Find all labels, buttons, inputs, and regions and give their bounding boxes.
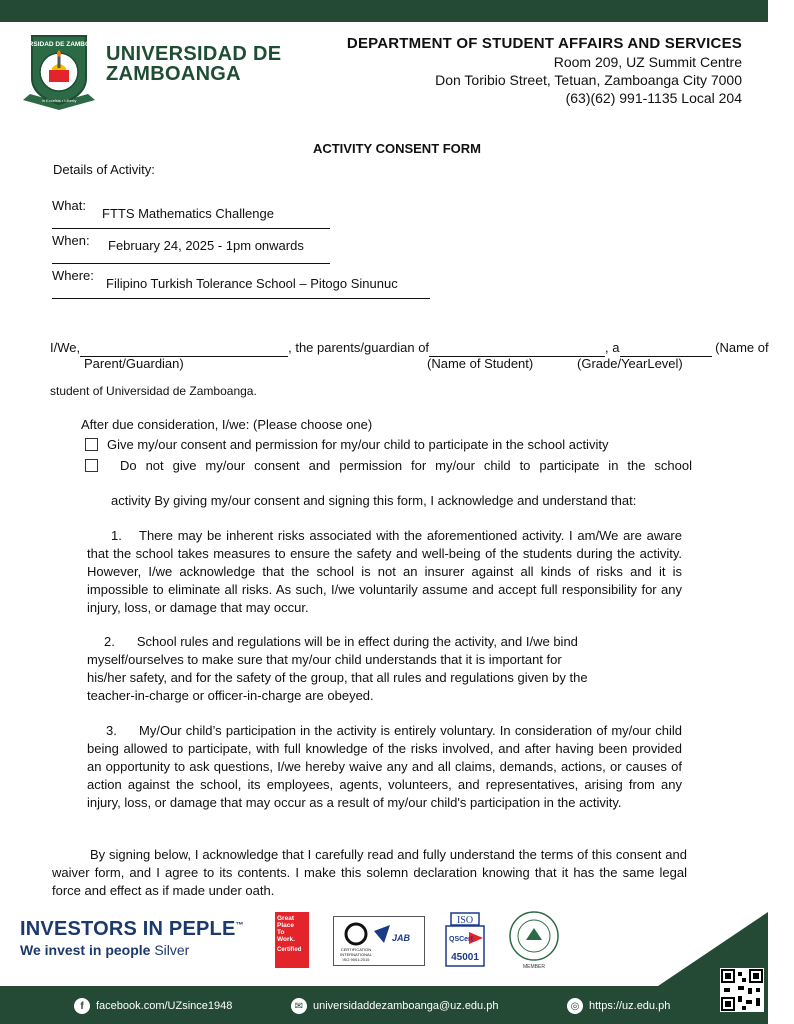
footer-facebook[interactable] [74,998,232,1014]
email-icon: ✉ [291,998,307,1014]
department-room: Room 209, UZ Summit Centre [553,54,742,70]
department-contact-block [347,35,742,107]
clause-2-line4: teacher-in-charge or officer-in-charge are obeyed. [87,688,374,703]
when-label: When: [52,233,90,248]
university-name-line2: ZAMBOANGA [106,63,241,85]
gptw-line4: Work. [277,936,295,943]
cert-jab: JAB [392,933,411,943]
department-phone: (63)(62) 991-1135 Local 204 [565,90,742,106]
iso-shield-icon [445,912,485,968]
consent-give-checkbox[interactable] [85,438,98,451]
gptw-line2: Place [277,922,294,929]
footer-bar [0,986,768,1024]
footer-email[interactable] [291,998,498,1014]
green-building-member-badge [506,910,562,970]
student-of-text: student of Universidad de Zamboanga. [50,384,257,398]
qr-code-icon[interactable] [720,968,764,1012]
gptw-certified: Certified [277,947,302,953]
iso-top: ISO [456,915,474,926]
iwe-a: , a [605,340,620,355]
clause-1 [87,527,682,617]
department-title: DEPARTMENT OF STUDENT AFFAIRS AND SERVICES [346,35,742,52]
iwe-mid: , the parents/guardian of [288,340,430,355]
consideration-text: After due consideration, I/we: (Please choose one) [81,417,373,432]
footer-facebook-text: facebook.com/UZsince1948 [96,1000,233,1012]
member-label: MEMBER [523,964,545,970]
iso-45001-badge [445,912,485,968]
closing-statement: By signing below, I acknowledge that I carefully read and fully understand the terms of this consent and waiver form, and I agree to its contents. I make this solemn declaration knowing that it has the same legal force and effect as if made under oath. [52,847,687,898]
iip-title: INVESTORS IN PE [20,918,197,940]
form-title: ACTIVITY CONSENT FORM [312,141,482,156]
footer-website[interactable] [567,998,670,1014]
clause-2-number: 2. [104,634,115,649]
when-underline [52,263,330,264]
facebook-icon: f [74,998,90,1014]
clause-2-line1: School rules and regulations will be in effect during the activity, and I/we bind [136,634,578,649]
consent-give-label: Give my/our consent and permission for my/our child to participate in the school activity [107,437,609,452]
gptw-line3: To [277,929,285,936]
caption-student: (Name of Student) [427,356,534,371]
cert-intl-l1: CERTIFICATION [340,947,372,952]
globe-icon: ◎ [567,998,583,1014]
footer-website-text: https://uz.edu.ph [589,1000,671,1012]
what-underline [52,228,330,229]
clause-2 [87,633,687,705]
certification-international-badge [333,916,425,966]
cert-iso: ISO 9001:2015 [342,957,370,962]
clause-3-text: My/Our child’s participation in the activity is entirely voluntary. In consideration of my/our child being allowed to participate, with full knowledge of the risks involved, and after having been provided an opportunity to ask questions, I/we hereby waive any and all claims, demands, actions, or causes of action against the school, its employees, agents, volunteers, and representatives, arising from any injury, loss, or damage that may occur as a result of my/our child's participation in the activity. [87,723,682,810]
gptw-line1: Great [277,915,294,922]
cert-intl-l2: INTERNATIONAL [340,952,372,957]
university-seal-icon [8,30,110,112]
great-place-to-work-badge [275,912,309,968]
department-address: Don Toribio Street, Tetuan, Zamboanga City 7000 [435,72,742,88]
clause-1-text: There may be inherent risks associated with the aforementioned activity. I am/We are aware that the school takes measures to ensure the safety and well-being of the students during the activity. However, I/we acknowledge that the school is not an insurer against all kinds of risks and it is impossible to eliminate all risks. As such, I/we voluntarily assume and accept full responsibility for any injury, loss, or damage that may occur. [87,528,682,615]
when-value[interactable]: February 24, 2025 - 1pm onwards [108,238,304,253]
clause-3 [87,722,682,812]
top-bar [0,0,768,22]
consent-decline-checkbox[interactable] [85,459,98,472]
university-name [106,44,281,84]
seal-motto: In Excelsis • Liberty [41,98,77,103]
seal-ring-text: UNIVERSIDAD DE ZAMBOANGA [8,41,110,48]
caption-grade: (Grade/YearLevel) [577,356,683,371]
what-value[interactable]: FTTS Mathematics Challenge [102,206,274,221]
clause-2-line2: myself/ourselves to make sure that my/our child understands that it is important for [87,652,562,667]
cert-intl-logo-icon [334,917,424,965]
iip-tm: ™ [235,920,244,930]
clause-1-number: 1. [111,528,122,543]
acknowledge-intro: activity By giving my/our consent and signing this form, I acknowledge and understand that: [111,493,637,508]
iwe-name-of: (Name of [715,340,769,355]
consent-decline-label: Do not give my/our consent and permission for my/our child to participate in the school [120,458,692,473]
details-label: Details of Activity: [53,162,155,177]
what-label: What: [52,198,86,213]
iwe-prefix: I/We, [50,340,81,355]
iso-number: 45001 [451,952,479,963]
where-value[interactable]: Filipino Turkish Tolerance School – Pitogo Sinunuc [106,276,398,291]
clause-3-number: 3. [106,723,117,738]
iip-level: Silver [154,942,190,958]
footer-email-text: universidaddezamboanga@uz.edu.ph [313,1000,499,1012]
where-underline [52,298,430,299]
clause-2-line3: his/her safety, and for the safety of the group, that all rules and regulations given by the [87,670,588,685]
iip-title-end: PLE [196,918,236,940]
green-building-seal-icon [506,910,562,970]
investors-in-people-badge [20,918,244,958]
iso-brand: QSCert [449,936,474,943]
caption-parent: Parent/Guardian) [84,356,184,371]
university-name-line1: UNIVERSIDAD DE [106,43,282,65]
where-label: Where: [52,268,94,283]
iip-tagline: We invest in people [20,942,151,958]
